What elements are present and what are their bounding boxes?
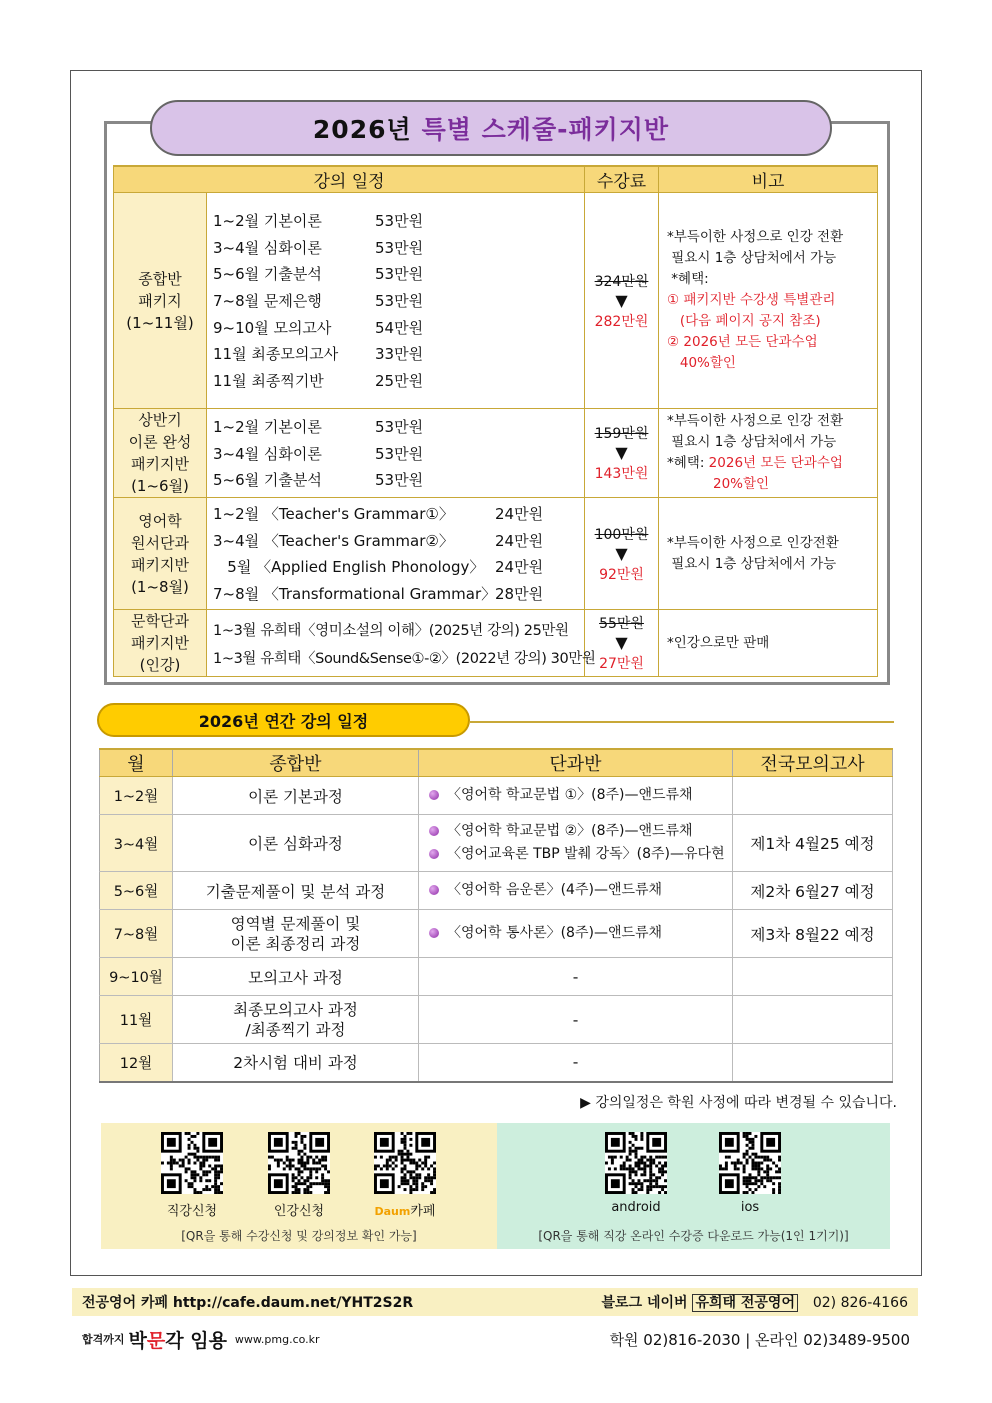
schedule-item: 1~3월 유희태〈영미소설의 이해〉(2025년 강의) 25만원: [213, 622, 569, 639]
header-month: 월: [100, 749, 173, 777]
table-row: 9~10월 모의고사 과정 -: [100, 958, 893, 996]
schedule-item: 11월 최종모의고사 33만원: [213, 345, 424, 364]
title-highlight: 특별 스케줄-패키지반: [421, 115, 670, 144]
publisher-logo: 합격까지 박 문 각 임용 www.pmg.co.kr: [82, 1329, 320, 1352]
bullet-icon: [429, 826, 439, 836]
package-fee: [585, 498, 659, 610]
header-single: 단과반: [419, 749, 733, 777]
qr-code-icon[interactable]: [268, 1132, 330, 1194]
qr-label: ios: [740, 1200, 760, 1215]
package-category: 종합반 패키지 (1~11월): [114, 193, 207, 409]
package-schedule: [207, 610, 596, 677]
down-arrow-icon: ▼: [615, 543, 628, 563]
qr-code-icon[interactable]: [605, 1132, 667, 1194]
table-row: 7~8월 영역별 문제풀이 및 이론 최종정리 과정 〈영어학 통사론〉(8주)—앤드류채 제3차 8월22 예정: [100, 910, 893, 958]
table-row: 3~4월 이론 심화과정 〈영어학 학교문법 ②〉(8주)—앤드류채 〈영어교육론 TBP 발췌 강독〉(8주)—유다현 제1차 4월25 예정: [100, 815, 893, 872]
schedule-item: 3~4월 〈Teacher's Grammar②〉 24만원: [213, 531, 544, 550]
package-note: *부득이한 사정으로 인강 전환 필요시 1층 상담처에서 가능 *혜택: ① 패키지반 수강생 특별관리 (다음 페이지 공지 참조) ② 2026년 모든 단과수업 40%할인: [659, 193, 878, 409]
table-row: 1~2월 이론 기본과정 〈영어학 학교문법 ①〉(8주)—앤드류채: [100, 777, 893, 815]
qr-label: 인강신청: [273, 1204, 325, 1219]
fee-discount: 92만원: [599, 566, 644, 583]
schedule-item: 1~3월 유희태〈Sound&Sense①-②〉(2022년 강의) 30만원: [213, 650, 596, 667]
package-row: [114, 498, 878, 610]
package-note: *인강으로만 판매: [659, 610, 878, 677]
fee-original: 100만원: [594, 526, 649, 543]
publisher-url[interactable]: www.pmg.co.kr: [234, 1332, 320, 1346]
fee-original: 324만원: [594, 273, 649, 290]
contact-info: 학원 02)816-2030 | 온라인 02)3489-9500: [609, 1330, 910, 1349]
bullet-icon: [429, 849, 439, 859]
table-row: 11월 최종모의고사 과정 /최종찍기 과정 -: [100, 996, 893, 1044]
blog-name[interactable]: 유희태 전공영어: [692, 1294, 798, 1312]
package-category: 영어학 원서단과 패키지반 (1~8월): [114, 498, 207, 610]
qr-code-icon[interactable]: [161, 1132, 223, 1194]
schedule-item: 11월 최종찍기반 25만원: [213, 372, 424, 391]
package-schedule: [207, 409, 585, 498]
cafe-link[interactable]: 전공영어 카페 http://cafe.daum.net/YHT2S2R: [82, 1295, 414, 1311]
schedule-notice: ▶ 강의일정은 학원 사정에 따라 변경될 수 있습니다.: [580, 1095, 897, 1111]
table-row: 12월 2차시험 대비 과정 -: [100, 1044, 893, 1082]
header-note: 비고: [659, 166, 878, 193]
fee-discount: 27만원: [599, 656, 644, 672]
yearly-title-rule: [470, 721, 894, 723]
yearly-table: [99, 748, 893, 1083]
schedule-item: 7~8월 〈Transformational Grammar〉 28만원: [213, 585, 544, 604]
fee-discount: 143만원: [594, 466, 649, 482]
title-prefix: 2026년: [312, 115, 412, 144]
package-table: [113, 165, 878, 677]
qr-panel-right: [497, 1123, 890, 1249]
schedule-item: 3~4월 심화이론 53만원: [213, 444, 424, 463]
schedule-item: 5~6월 기출분석 53만원: [213, 265, 424, 284]
schedule-item: 5~6월 기출분석 53만원: [213, 471, 424, 490]
qr-left-footer: [QR을 통해 수강신청 및 강의정보 확인 가능]: [181, 1229, 417, 1243]
footer-bottom: [82, 1325, 910, 1353]
header-mock: 전국모의고사: [733, 749, 893, 777]
package-note: *부득이한 사정으로 인강전환 필요시 1층 상담처에서 가능: [659, 498, 878, 610]
bullet-icon: [429, 928, 439, 938]
schedule-item: 1~2월 기본이론 53만원: [213, 211, 424, 230]
fee-discount: 282만원: [594, 313, 649, 330]
qr-label-daum-cafe: Daum카페: [374, 1204, 436, 1219]
package-category: 문학단과 패키지반 (인강): [114, 610, 207, 677]
blog-info: 블로그 네이버 유희태 전공영어 02) 826-4166: [601, 1295, 908, 1311]
fee-original: 55만원: [599, 616, 644, 632]
package-fee: [585, 193, 659, 409]
qr-right-footer: [QR을 통해 직강 온라인 수강증 다운로드 가능(1인 1기기)]: [538, 1229, 849, 1243]
qr-code-icon[interactable]: [719, 1132, 781, 1194]
qr-panel-left: [101, 1123, 497, 1249]
schedule-item: 9~10월 모의고사 54만원: [213, 318, 424, 337]
package-fee: [585, 409, 659, 498]
down-arrow-icon: ▼: [615, 290, 628, 310]
table-row: 5~6월 기출문제풀이 및 분석 과정 〈영어학 음운론〉(4주)—앤드류채 제2차 6월27 예정: [100, 872, 893, 910]
header-schedule: 강의 일정: [114, 166, 585, 193]
header-general: 종합반: [173, 749, 419, 777]
header-fee: 수강료: [585, 166, 659, 193]
qr-code-icon[interactable]: [374, 1132, 436, 1194]
schedule-item: 3~4월 심화이론 53만원: [213, 238, 424, 257]
down-arrow-icon: ▼: [615, 633, 628, 652]
qr-label: android: [611, 1200, 661, 1215]
schedule-item: 1~2월 기본이론 53만원: [213, 417, 424, 436]
package-title: [150, 100, 832, 156]
fee-original: 159만원: [594, 426, 649, 442]
package-note: *부득이한 사정으로 인강 전환 필요시 1층 상담처에서 가능 *혜택: 2026년 모든 단과수업 20%할인: [659, 409, 878, 498]
package-row: [114, 409, 878, 498]
qr-label: 직강신청: [166, 1204, 218, 1219]
package-row: [114, 193, 878, 409]
package-schedule: [207, 498, 585, 610]
schedule-item: 5월 〈Applied English Phonology〉 24만원: [213, 558, 544, 577]
footer-bar: [72, 1288, 918, 1316]
down-arrow-icon: ▼: [615, 443, 628, 462]
schedule-item: 1~2월 〈Teacher's Grammar①〉 24만원: [213, 504, 544, 523]
bullet-icon: [429, 885, 439, 895]
package-category: 상반기 이론 완성 패키지반 (1~6월): [114, 409, 207, 498]
yearly-title: 2026년 연간 강의 일정: [97, 703, 470, 737]
package-schedule: [207, 193, 585, 409]
bullet-icon: [429, 790, 439, 800]
schedule-item: 7~8월 문제은행 53만원: [213, 292, 424, 310]
package-row: [114, 610, 878, 677]
